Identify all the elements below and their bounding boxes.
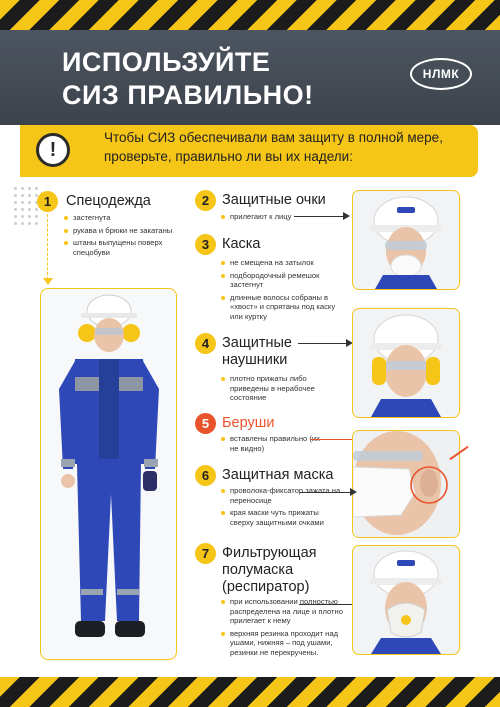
dot-pattern [12, 185, 38, 225]
pointer-line [300, 492, 351, 493]
pointer-line [298, 343, 347, 344]
bullet: штаны выпущены поверх спецобуви [64, 238, 174, 257]
item-title-2: Защитные очки [222, 192, 326, 208]
item-number-5: 5 [195, 413, 216, 434]
bullet: подбородочный ремешок застегнут [221, 271, 343, 290]
bullet: верхняя резинка проходит над ушами, нижняя – под ушами, резинки не перекручены. [221, 629, 349, 658]
item-bullets-4 [221, 374, 341, 406]
bullet: края маски чуть прижаты сверху защитными очками [221, 508, 343, 527]
hazard-stripe-bottom [0, 677, 500, 707]
head-helmet-glasses-icon [353, 191, 459, 289]
helmet-glasses-photo [352, 190, 460, 290]
item-bullets-7 [221, 597, 349, 661]
pointer-line [310, 439, 355, 440]
page-title: ИСПОЛЬЗУЙТЕ СИЗ ПРАВИЛЬНО! [62, 47, 314, 110]
nlmk-logo [410, 58, 472, 90]
item-bullets-1 [64, 213, 174, 260]
worker-figure-icon [41, 289, 177, 660]
mask-earplug-photo [352, 430, 460, 538]
item-number-3: 3 [195, 234, 216, 255]
hazard-stripe-top [0, 0, 500, 30]
item-number-2: 2 [195, 190, 216, 211]
item-title-5: Беруши [222, 415, 275, 431]
face-mask-closeup-icon [353, 431, 459, 537]
intro-banner [20, 125, 478, 177]
header-banner [0, 30, 500, 125]
bullet: плотно прижаты либо приведены в нерабочее состояние [221, 374, 341, 403]
connector-line [47, 214, 48, 280]
item-title-6: Защитная маска [222, 467, 334, 483]
bullet: вставлены правильно (их не видно) [221, 434, 321, 453]
item-title-3: Каска [222, 236, 261, 252]
arrow-down-icon [43, 278, 53, 285]
bullet: застегнута [64, 213, 174, 223]
item-number-4: 4 [195, 333, 216, 354]
arrow-right-icon [350, 488, 357, 496]
head-earmuffs-icon [353, 309, 459, 417]
bullet: рукава и брюки не закатаны [64, 226, 174, 236]
bullet: при использовании полностью распределена на лице и плотно прилегает к нему [221, 597, 349, 626]
intro-text: Чтобы СИЗ обеспечивали вам защиту в полной мере, проверьте, правильно ли вы их надели: [104, 130, 443, 164]
bullet: длинные волосы собраны в «хвост» и спрятаны под каску или куртку [221, 293, 343, 322]
earmuffs-photo [352, 308, 460, 418]
logo-text: НЛМК [422, 67, 460, 81]
pointer-line [294, 216, 344, 217]
bullet: проволока-фиксатор зажата на переносице [221, 486, 343, 505]
worker-full-body-image [40, 288, 177, 660]
item-bullets-3 [221, 258, 343, 325]
item-bullets-5 [221, 434, 321, 456]
exclamation-icon: ! [36, 133, 70, 167]
item-title-1: Спецодежда [66, 193, 151, 209]
bullet: не смещена на затылок [221, 258, 343, 268]
item-number-6: 6 [195, 465, 216, 486]
respirator-photo [352, 545, 460, 655]
head-respirator-icon [353, 546, 459, 654]
arrow-right-icon [343, 212, 350, 220]
item-number-7: 7 [195, 543, 216, 564]
bullet: прилегают к лицу [221, 212, 336, 222]
item-number-1: 1 [37, 191, 58, 212]
item-bullets-2 [221, 212, 336, 225]
item-title-7: Фильтрующая полумаска (респиратор) [222, 545, 317, 595]
item-title-4: Защитные наушники [222, 335, 292, 368]
